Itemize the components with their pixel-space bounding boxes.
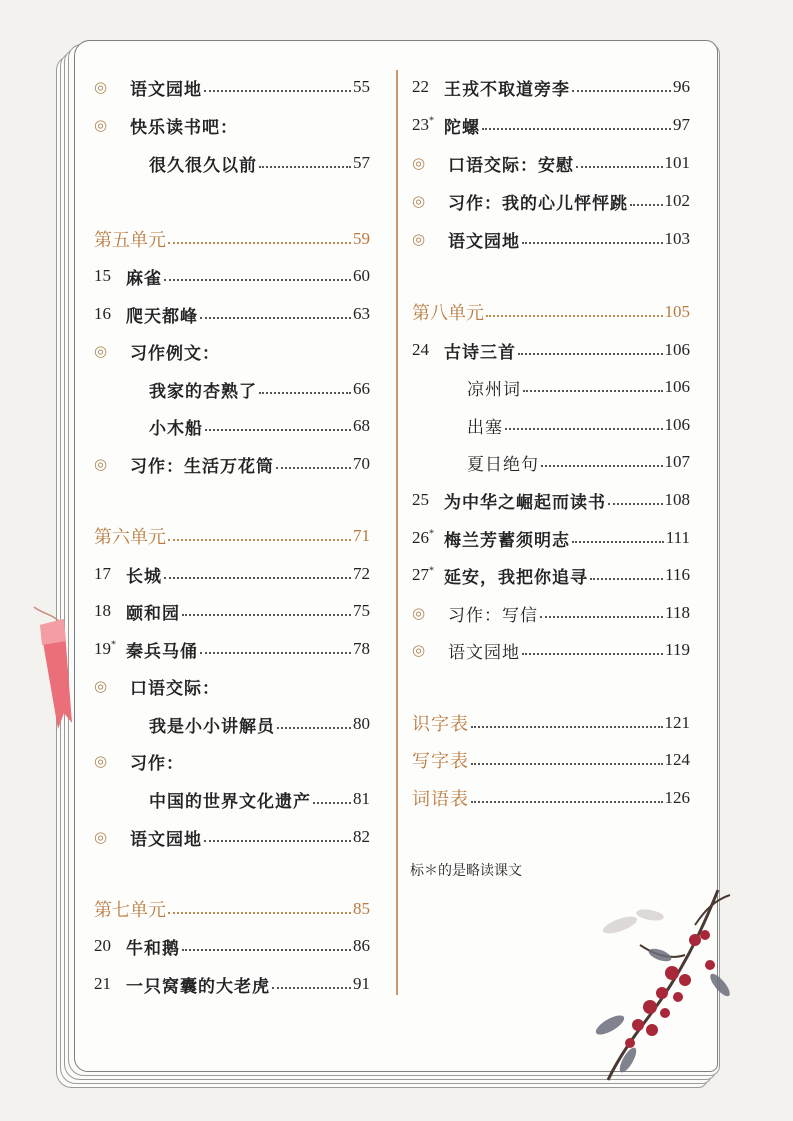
entry-title: 梅兰芳蓄须明志 [444, 530, 570, 551]
bullet-icon: ◎ [94, 828, 108, 846]
entry-title: 语文园地 [448, 642, 520, 663]
page-number: 121 [664, 713, 690, 732]
dot-leader [182, 949, 351, 951]
entry-title: 第五单元 [94, 230, 166, 251]
toc-entry[interactable] [94, 596, 370, 626]
page-number: 101 [664, 153, 690, 172]
bullet-icon: ◎ [412, 230, 426, 248]
toc-entry[interactable] [412, 335, 690, 365]
entry-title: 一只窝囊的大老虎 [126, 976, 270, 997]
lesson-number: 18 [94, 601, 111, 620]
page-number: 59 [353, 229, 370, 248]
toc-entry[interactable] [467, 410, 690, 440]
toc-unit-heading[interactable] [94, 224, 370, 254]
entry-title: 习作：我的心儿怦怦跳 [448, 193, 628, 214]
dot-leader [518, 353, 663, 355]
bullet-icon: ◎ [94, 116, 108, 134]
dot-leader [164, 577, 351, 579]
entry-title: 我家的杏熟了 [149, 381, 257, 402]
lesson-number: 16 [94, 304, 111, 323]
entry-title: 习作： [130, 753, 184, 774]
toc-entry[interactable] [412, 560, 690, 590]
toc-entry[interactable] [94, 822, 370, 852]
page-number: 72 [353, 564, 370, 583]
dot-leader [276, 467, 351, 469]
page-number: 91 [353, 974, 370, 993]
toc-entry[interactable] [412, 523, 690, 553]
dot-leader [200, 317, 351, 319]
page-number: 106 [664, 377, 690, 396]
toc-entry[interactable] [94, 299, 370, 329]
entry-title: 第八单元 [412, 303, 484, 324]
toc-entry[interactable] [94, 746, 370, 776]
page-number: 80 [353, 714, 370, 733]
bullet-icon: ◎ [412, 192, 426, 210]
entry-title: 出塞 [467, 417, 503, 438]
toc-entry[interactable] [467, 447, 690, 477]
entry-title: 第七单元 [94, 900, 166, 921]
toc-entry[interactable] [149, 709, 370, 739]
page-number: 70 [353, 454, 370, 473]
page-number: 118 [665, 603, 690, 622]
lesson-number: 19* [94, 639, 116, 658]
lesson-number: 20 [94, 936, 111, 955]
toc-entry[interactable] [94, 110, 370, 140]
entry-title: 延安，我把你追寻 [444, 567, 588, 588]
page-number: 81 [353, 789, 370, 808]
entry-title: 我是小小讲解员 [149, 716, 275, 737]
footnote: 标＊的是略读课文 [410, 863, 522, 879]
berry-branch-icon [590, 885, 740, 1085]
entry-title: 凉州词 [467, 379, 521, 400]
lesson-number: 15 [94, 266, 111, 285]
bullet-icon: ◎ [94, 455, 108, 473]
bookmark-icon [30, 605, 76, 735]
page-number: 124 [664, 750, 690, 769]
bullet-icon: ◎ [94, 752, 108, 770]
entry-title: 小木船 [149, 418, 203, 439]
dot-leader [572, 90, 671, 92]
page-number: 78 [353, 639, 370, 658]
lesson-number: 26* [412, 528, 434, 547]
entry-title: 陀螺 [444, 117, 480, 138]
entry-title: 口语交际：安慰 [448, 155, 574, 176]
dot-leader [471, 801, 663, 803]
bullet-icon: ◎ [94, 342, 108, 360]
toc-entry[interactable] [149, 784, 370, 814]
page-number: 105 [664, 302, 690, 321]
dot-leader [540, 616, 663, 618]
toc-entry[interactable] [412, 598, 690, 628]
toc-entry[interactable] [94, 559, 370, 589]
entry-title: 习作：生活万花筒 [130, 456, 274, 477]
entry-title: 秦兵马俑 [126, 641, 198, 662]
dot-leader [590, 578, 663, 580]
entry-title: 语文园地 [130, 829, 202, 850]
page-number: 71 [353, 526, 370, 545]
dot-leader [182, 614, 351, 616]
entry-title: 语文园地 [130, 79, 202, 100]
page-number: 108 [664, 490, 690, 509]
page-number: 63 [353, 304, 370, 323]
entry-title: 古诗三首 [444, 342, 516, 363]
toc-entry[interactable] [467, 372, 690, 402]
entry-title: 爬天都峰 [126, 306, 198, 327]
dot-leader [522, 242, 663, 244]
toc-unit-heading[interactable] [94, 894, 370, 924]
page-number: 116 [665, 565, 690, 584]
dot-leader [259, 166, 351, 168]
toc-entry[interactable] [94, 261, 370, 291]
toc-entry[interactable] [149, 148, 370, 178]
dot-leader [313, 802, 351, 804]
dot-leader [471, 726, 663, 728]
page-number: 102 [664, 191, 690, 210]
dot-leader [608, 503, 663, 505]
entry-title: 中国的世界文化遗产 [149, 791, 311, 812]
bullet-icon: ◎ [94, 677, 108, 695]
dot-leader [471, 763, 663, 765]
toc-unit-heading[interactable] [94, 521, 370, 551]
bullet-icon: ◎ [94, 78, 108, 96]
dot-leader [200, 652, 351, 654]
dot-leader [204, 90, 351, 92]
toc-entry[interactable] [412, 110, 690, 140]
dot-leader [204, 840, 351, 842]
entry-title: 麻雀 [126, 268, 162, 289]
toc-entry[interactable] [412, 72, 690, 102]
page-number: 82 [353, 827, 370, 846]
dot-leader [576, 166, 663, 168]
dot-leader [505, 428, 663, 430]
dot-leader [630, 204, 663, 206]
lesson-number: 22 [412, 77, 429, 96]
toc-entry[interactable] [94, 634, 370, 664]
toc-entry[interactable] [94, 671, 370, 701]
dot-leader [486, 315, 663, 317]
skim-reading-marker: * [429, 115, 434, 127]
page-number: 66 [353, 379, 370, 398]
entry-title: 语文园地 [448, 231, 520, 252]
page-number: 55 [353, 77, 370, 96]
toc-unit-heading[interactable] [412, 297, 690, 327]
dot-leader [523, 390, 663, 392]
dot-leader [168, 242, 351, 244]
skim-reading-marker: * [111, 639, 116, 651]
toc-entry[interactable] [412, 708, 690, 738]
page-number: 60 [353, 266, 370, 285]
skim-reading-marker: * [429, 565, 434, 577]
page-number: 75 [353, 601, 370, 620]
entry-title: 牛和鹅 [126, 938, 180, 959]
lesson-number: 25 [412, 490, 429, 509]
entry-title: 为中华之崛起而读书 [444, 492, 606, 513]
dot-leader [572, 541, 664, 543]
dot-leader [541, 465, 663, 467]
entry-title: 长城 [126, 566, 162, 587]
toc-entry[interactable] [412, 485, 690, 515]
lesson-number: 17 [94, 564, 111, 583]
page-number: 85 [353, 899, 370, 918]
dot-leader [272, 987, 351, 989]
page-number: 111 [665, 528, 690, 547]
dot-leader [522, 653, 663, 655]
page-number: 97 [673, 115, 690, 134]
toc-entry[interactable] [412, 635, 690, 665]
dot-leader [259, 392, 351, 394]
dot-leader [277, 727, 351, 729]
toc-entry[interactable] [412, 186, 690, 216]
skim-reading-marker: * [429, 528, 434, 540]
entry-title: 习作例文： [130, 343, 220, 364]
toc-entry[interactable] [149, 374, 370, 404]
page-number: 68 [353, 416, 370, 435]
lesson-number: 24 [412, 340, 429, 359]
entry-title: 王戎不取道旁李 [444, 79, 570, 100]
page-number: 96 [673, 77, 690, 96]
dot-leader [168, 912, 351, 914]
page-number: 106 [664, 415, 690, 434]
page-number: 119 [665, 640, 690, 659]
dot-leader [168, 539, 351, 541]
toc-entry[interactable] [412, 783, 690, 813]
lesson-number: 27* [412, 565, 434, 584]
toc-entry[interactable] [412, 224, 690, 254]
page-number: 86 [353, 936, 370, 955]
entry-title: 习作：写信 [448, 605, 538, 626]
toc-entry[interactable] [94, 336, 370, 366]
entry-title: 写字表 [412, 751, 469, 772]
bullet-icon: ◎ [412, 154, 426, 172]
dot-leader [164, 279, 351, 281]
entry-title: 口语交际： [130, 678, 220, 699]
entry-title: 夏日绝句 [467, 454, 539, 475]
toc-entry[interactable] [94, 969, 370, 999]
toc-entry[interactable] [94, 449, 370, 479]
page-number: 57 [353, 153, 370, 172]
lesson-number: 23* [412, 115, 434, 134]
page-number: 103 [664, 229, 690, 248]
page-number: 106 [664, 340, 690, 359]
page-number: 107 [664, 452, 690, 471]
entry-title: 词语表 [412, 789, 469, 810]
entry-title: 识字表 [412, 714, 469, 735]
dot-leader [205, 429, 351, 431]
toc-entry[interactable] [412, 745, 690, 775]
bullet-icon: ◎ [412, 604, 426, 622]
toc-entry[interactable] [149, 411, 370, 441]
entry-title: 颐和园 [126, 603, 180, 624]
lesson-number: 21 [94, 974, 111, 993]
entry-title: 很久很久以前 [149, 155, 257, 176]
entry-title: 第六单元 [94, 527, 166, 548]
toc-entry[interactable] [412, 148, 690, 178]
toc-entry[interactable] [94, 72, 370, 102]
bullet-icon: ◎ [412, 641, 426, 659]
dot-leader [482, 128, 671, 130]
page-number: 126 [664, 788, 690, 807]
column-divider [396, 70, 398, 995]
entry-title: 快乐读书吧： [130, 117, 238, 138]
toc-entry[interactable] [94, 931, 370, 961]
